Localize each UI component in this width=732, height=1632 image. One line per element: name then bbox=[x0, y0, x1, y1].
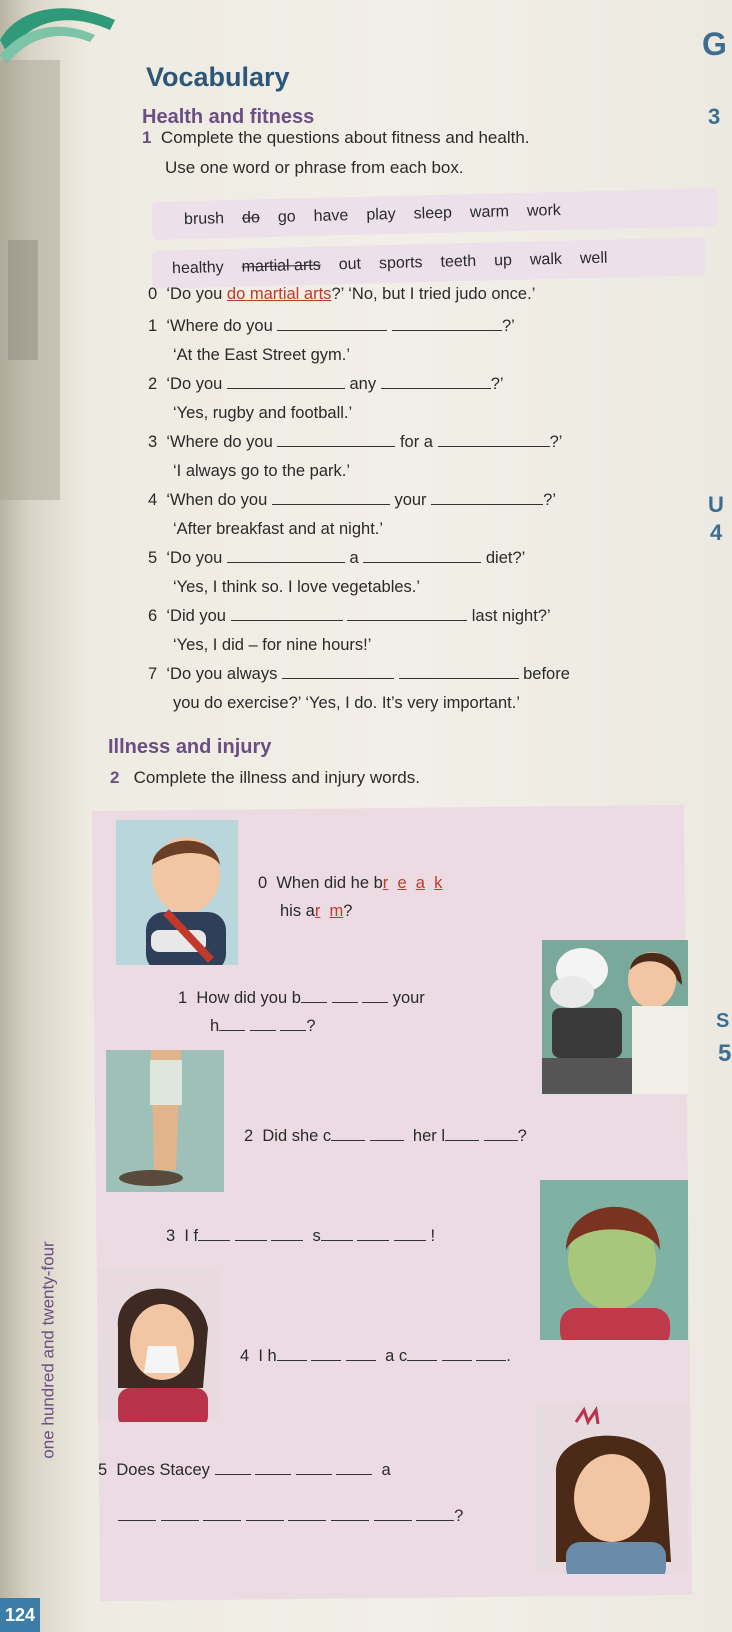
woman-cold-illustration bbox=[98, 1268, 218, 1422]
word: sports bbox=[378, 254, 423, 273]
letter-blank[interactable] bbox=[336, 1460, 372, 1475]
letter-blank[interactable] bbox=[442, 1346, 472, 1361]
answer-blank[interactable] bbox=[227, 548, 345, 563]
word: have bbox=[313, 207, 349, 225]
letter-blank[interactable] bbox=[374, 1506, 412, 1521]
letter-blank[interactable] bbox=[407, 1346, 437, 1361]
bandaged-leg-illustration bbox=[106, 1050, 224, 1192]
answer-blank[interactable] bbox=[347, 606, 467, 621]
instruction-1 bbox=[142, 128, 530, 148]
illness-item-2: 2 Did she c her l ? bbox=[244, 1127, 527, 1145]
letter-blank[interactable] bbox=[219, 1016, 245, 1031]
question-5: 5 ‘Do you a diet?’ bbox=[148, 549, 526, 567]
word-box-1 bbox=[152, 188, 719, 240]
example-answer: do martial arts bbox=[226, 285, 332, 303]
exercise-number: 1 bbox=[142, 128, 152, 147]
letter-blank[interactable] bbox=[203, 1506, 241, 1521]
word: healthy bbox=[171, 259, 224, 278]
illness-item-4: 4 I h a c . bbox=[240, 1347, 511, 1365]
exercise-number: 2 bbox=[110, 768, 120, 787]
word: brush bbox=[183, 210, 225, 229]
word-crossed: do bbox=[241, 209, 261, 227]
answer-blank[interactable] bbox=[399, 664, 519, 679]
illness-item-5b: ? bbox=[118, 1506, 463, 1526]
instruction-text: Complete the questions about fitness and health. bbox=[160, 128, 530, 147]
answer-4: ‘After breakfast and at night.’ bbox=[173, 520, 384, 538]
letter-blank[interactable] bbox=[476, 1346, 506, 1361]
letter-blank[interactable] bbox=[301, 988, 327, 1003]
edge-letter-5: 5 bbox=[718, 1040, 732, 1067]
page-number: 124 bbox=[0, 1598, 40, 1632]
question-2: 2 ‘Do you any ?’ bbox=[148, 375, 504, 393]
woman-headache-illustration bbox=[536, 1402, 688, 1574]
instruction-1b: Use one word or phrase from each box. bbox=[165, 158, 464, 177]
letter-blank[interactable] bbox=[198, 1226, 230, 1241]
word-crossed: martial arts bbox=[241, 256, 321, 276]
instruction-2 bbox=[110, 768, 420, 788]
letter-blank[interactable] bbox=[250, 1016, 276, 1031]
question-0: 0 ‘Do you do martial arts?’ ‘No, but I tried judo once.’ bbox=[148, 285, 536, 303]
answer-blank[interactable] bbox=[227, 374, 345, 389]
letter-blank[interactable] bbox=[296, 1460, 332, 1475]
woman-burn-illustration bbox=[542, 940, 688, 1094]
word: sleep bbox=[413, 204, 453, 223]
letter-blank[interactable] bbox=[161, 1506, 199, 1521]
letter-blank[interactable] bbox=[332, 988, 358, 1003]
letter-blank[interactable] bbox=[280, 1016, 306, 1031]
word: go bbox=[277, 208, 296, 226]
illness-item-1: 1 How did you b your bbox=[178, 989, 425, 1007]
illness-item-1b: h ? bbox=[210, 1017, 316, 1035]
letter-blank[interactable] bbox=[394, 1226, 426, 1241]
word-box-2 bbox=[152, 237, 707, 289]
letter-blank[interactable] bbox=[255, 1460, 291, 1475]
answer-blank[interactable] bbox=[277, 432, 395, 447]
side-page-label: one hundred and twenty-four bbox=[38, 1241, 58, 1459]
illness-item-5: 5 Does Stacey a bbox=[98, 1461, 391, 1479]
letter-blank[interactable] bbox=[357, 1226, 389, 1241]
edge-letter-3: 3 bbox=[708, 104, 721, 129]
letter-blank[interactable] bbox=[311, 1346, 341, 1361]
section-heading-health: Health and fitness bbox=[142, 106, 315, 128]
answer-2: ‘Yes, rugby and football.’ bbox=[173, 404, 353, 422]
letter-blank[interactable] bbox=[484, 1126, 518, 1141]
question-7: 7 ‘Do you always before bbox=[148, 665, 570, 683]
page-binding-shadow bbox=[0, 60, 60, 500]
question-6: 6 ‘Did you last night?’ bbox=[148, 607, 551, 625]
letter-blank[interactable] bbox=[271, 1226, 303, 1241]
letter-blank[interactable] bbox=[362, 988, 388, 1003]
edge-letter-g: G bbox=[702, 26, 727, 62]
letter-blank[interactable] bbox=[321, 1226, 353, 1241]
answer-blank[interactable] bbox=[438, 432, 550, 447]
word: well bbox=[579, 249, 608, 268]
answer-blank[interactable] bbox=[381, 374, 491, 389]
letter-blank[interactable] bbox=[277, 1346, 307, 1361]
illness-item-3: 3 I f s ! bbox=[166, 1227, 436, 1245]
question-3: 3 ‘Where do you for a ?’ bbox=[148, 433, 563, 451]
letter-blank[interactable] bbox=[235, 1226, 267, 1241]
answer-blank[interactable] bbox=[282, 664, 394, 679]
letter-blank[interactable] bbox=[370, 1126, 404, 1141]
answer-7: you do exercise?’ ‘Yes, I do. It’s very important.’ bbox=[173, 694, 520, 712]
answer-blank[interactable] bbox=[277, 316, 387, 331]
boy-broken-arm-illustration bbox=[116, 820, 238, 965]
letter-blank[interactable] bbox=[288, 1506, 326, 1521]
letter-blank[interactable] bbox=[331, 1126, 365, 1141]
answer-blank[interactable] bbox=[272, 490, 390, 505]
page-title: Vocabulary bbox=[146, 62, 290, 92]
instruction-text: Complete the illness and injury words. bbox=[133, 768, 420, 787]
answer-blank[interactable] bbox=[231, 606, 343, 621]
word: play bbox=[366, 205, 396, 224]
answer-6: ‘Yes, I did – for nine hours!’ bbox=[173, 636, 372, 654]
sick-boy-illustration bbox=[540, 1180, 688, 1340]
letter-blank[interactable] bbox=[445, 1126, 479, 1141]
answer-1: ‘At the East Street gym.’ bbox=[173, 346, 350, 364]
letter-blank[interactable] bbox=[118, 1506, 156, 1521]
letter-blank[interactable] bbox=[346, 1346, 376, 1361]
word: walk bbox=[529, 250, 563, 269]
answer-5: ‘Yes, I think so. I love vegetables.’ bbox=[173, 578, 421, 596]
letter-blank[interactable] bbox=[416, 1506, 454, 1521]
letter-blank[interactable] bbox=[331, 1506, 369, 1521]
answer-blank[interactable] bbox=[431, 490, 543, 505]
word: work bbox=[526, 201, 561, 220]
answer-blank[interactable] bbox=[392, 316, 502, 331]
illness-item-0b: his ar m? bbox=[280, 902, 353, 920]
word: warm bbox=[469, 203, 510, 222]
illness-item-0: 0 When did he br e a k bbox=[258, 874, 443, 892]
question-4: 4 ‘When do you your ?’ bbox=[148, 491, 556, 509]
letter-blank[interactable] bbox=[215, 1460, 251, 1475]
edge-letter-u: U bbox=[708, 492, 724, 517]
letter-blank[interactable] bbox=[246, 1506, 284, 1521]
word: teeth bbox=[440, 252, 477, 271]
answer-blank[interactable] bbox=[363, 548, 481, 563]
section-heading-illness: Illness and injury bbox=[108, 736, 272, 758]
edge-letter-s: S bbox=[716, 1010, 730, 1032]
answer-3: ‘I always go to the park.’ bbox=[173, 462, 351, 480]
question-1: 1 ‘Where do you ?’ bbox=[148, 317, 515, 335]
word: up bbox=[493, 251, 513, 270]
word: out bbox=[338, 255, 362, 274]
edge-letter-4: 4 bbox=[710, 520, 723, 545]
